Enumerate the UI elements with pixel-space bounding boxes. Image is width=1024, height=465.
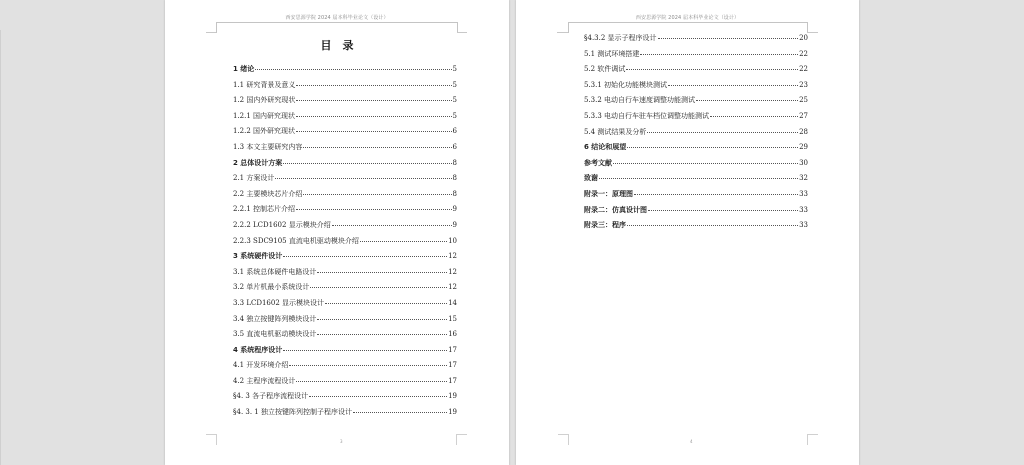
toc-entry-page: 19	[448, 392, 457, 401]
toc-leader-dots	[296, 93, 451, 101]
toc-leader-dots	[658, 31, 799, 39]
toc-entry[interactable]	[233, 281, 457, 297]
toc-entry[interactable]	[233, 250, 457, 266]
toc-entry-page: 29	[799, 143, 808, 152]
toc-entry-label: 2.2 主要模块芯片介绍	[233, 189, 303, 198]
toc-entry-label: 5.1 测试环境搭建	[584, 49, 640, 58]
margin-mark	[557, 32, 568, 33]
toc-entry[interactable]	[584, 110, 808, 126]
toc-entry-label: 1.2.1 国内研究现状	[233, 111, 296, 120]
toc-entry-label: §4.3.2 显示子程序设计	[584, 34, 657, 42]
toc-entry-page: 30	[799, 158, 808, 167]
toc-entry-label: 参考文献	[584, 158, 612, 167]
header-rule	[216, 22, 458, 33]
footer-corner-mark	[206, 434, 217, 445]
toc-entry-page: 32	[799, 174, 808, 183]
viewer-left-edge	[0, 30, 1, 465]
toc-entry[interactable]	[233, 297, 457, 313]
toc-leader-dots	[613, 156, 798, 164]
toc-entry-page: 33	[799, 221, 808, 230]
toc-entry-page: 17	[448, 361, 457, 370]
toc-entry-page: 33	[799, 205, 808, 214]
page-header-text: 西安思源学院 2024 届本科毕业论文（设计）	[285, 15, 389, 21]
toc-leader-dots	[332, 218, 452, 226]
toc-entry-page: 8	[452, 174, 457, 183]
toc-entry-label: 4 系统程序设计	[233, 345, 283, 354]
toc-entry-label: 致谢	[584, 174, 598, 183]
toc-entry-page: 5	[452, 96, 457, 105]
page-header-text: 西安思源学院 2024 届本科毕业论文（设计）	[635, 15, 740, 21]
toc-leader-dots	[296, 202, 451, 210]
toc-entry[interactable]	[233, 203, 457, 219]
toc-leader-dots	[325, 296, 447, 304]
toc-entry-label: 1.3 本文主要研究内容	[233, 142, 303, 151]
toc-entry-label: 1 绪论	[233, 65, 255, 73]
toc-entry-label: 5.4 测试结果及分析	[584, 127, 647, 136]
toc-entry[interactable]	[584, 188, 808, 204]
toc-entry-page: 12	[448, 283, 457, 292]
toc-leader-dots	[309, 389, 447, 397]
toc-entry-label: 5.2 软件调试	[584, 65, 626, 74]
toc-leader-dots	[296, 374, 447, 382]
toc-leader-dots	[634, 187, 798, 195]
toc-entry-page: 15	[448, 314, 457, 323]
toc-leader-dots	[710, 109, 798, 117]
document-page-4	[516, 0, 859, 465]
footer-corner-mark	[456, 434, 467, 445]
toc-list-left	[233, 63, 457, 422]
toc-entry-label: 3.5 直流电机驱动模块设计	[233, 330, 317, 339]
toc-entry-page: 22	[799, 65, 808, 74]
toc-entry-label: 3.3 LCD1602 显示模块设计	[233, 298, 325, 307]
toc-leader-dots	[283, 343, 447, 351]
toc-entry[interactable]	[233, 110, 457, 126]
toc-leader-dots	[360, 234, 447, 242]
toc-entry-label: 2 总体设计方案	[233, 158, 283, 167]
toc-leader-dots	[296, 109, 451, 117]
toc-entry-page: 28	[799, 127, 808, 136]
toc-entry[interactable]	[233, 157, 457, 173]
toc-leader-dots	[317, 265, 447, 273]
margin-mark	[457, 32, 467, 33]
toc-entry-page: 33	[799, 189, 808, 198]
toc-leader-dots	[296, 78, 451, 86]
toc-entry-label: 1.1 研究背景及意义	[233, 80, 296, 89]
toc-entry-page: 9	[452, 220, 457, 229]
toc-entry-label: 3.4 独立按键阵列模块设计	[233, 314, 317, 323]
toc-entry-label: 2.2.3 SDC9105 直流电机驱动模块介绍	[233, 236, 359, 245]
toc-entry[interactable]	[233, 125, 457, 141]
toc-entry[interactable]	[584, 32, 808, 48]
toc-leader-dots	[627, 218, 798, 226]
toc-leader-dots	[283, 156, 451, 164]
toc-leader-dots	[255, 62, 451, 70]
toc-entry[interactable]	[233, 266, 457, 282]
toc-entry-page: 20	[799, 34, 808, 42]
toc-leader-dots	[648, 203, 798, 211]
toc-entry-page: 14	[448, 298, 457, 307]
toc-entry-page: 10	[448, 236, 457, 245]
toc-entry-page: 9	[452, 205, 457, 214]
toc-entry-page: 22	[799, 49, 808, 58]
footer-corner-mark	[558, 434, 569, 445]
toc-entry-page: 8	[452, 158, 457, 167]
toc-entry-page: 5	[452, 80, 457, 89]
toc-entry-page: 25	[799, 96, 808, 105]
footer-corner-mark	[807, 434, 818, 445]
toc-entry-page: 5	[452, 65, 457, 73]
toc-entry[interactable]	[233, 328, 457, 344]
toc-leader-dots	[696, 93, 798, 101]
toc-entry[interactable]	[233, 313, 457, 329]
toc-entry[interactable]	[584, 141, 808, 157]
toc-entry-label: 2.1 方案设计	[233, 174, 275, 183]
toc-entry-page: 8	[452, 189, 457, 198]
toc-leader-dots	[647, 125, 798, 133]
toc-entry-page: 17	[448, 345, 457, 354]
toc-entry-page: 19	[448, 408, 457, 417]
toc-entry-label: 3.2 单片机最小系统设计	[233, 283, 310, 292]
toc-entry-label: 5.3.3 电动自行车驻车档位调整功能测试	[584, 111, 710, 120]
toc-entry[interactable]	[584, 204, 808, 220]
margin-mark	[807, 32, 818, 33]
toc-leader-dots	[668, 78, 798, 86]
toc-entry-label: 1.2.2 国外研究现状	[233, 127, 296, 136]
toc-entry-label: 附录一：原理图	[584, 189, 633, 198]
toc-entry[interactable]	[233, 94, 457, 110]
toc-leader-dots	[303, 140, 451, 148]
toc-entry[interactable]	[584, 94, 808, 110]
toc-entry[interactable]	[233, 79, 457, 95]
toc-title: 目 录	[320, 39, 354, 52]
toc-entry-label: 4.1 开发环境介绍	[233, 361, 289, 370]
document-page-3	[165, 0, 509, 465]
toc-entry[interactable]	[584, 157, 808, 173]
toc-entry[interactable]	[233, 235, 457, 251]
margin-mark	[206, 32, 216, 33]
toc-leader-dots	[626, 62, 798, 70]
toc-entry[interactable]	[584, 63, 808, 79]
toc-entry-label: §4. 3. 1 独立按键阵列控制子程序设计	[233, 408, 352, 417]
toc-entry-label: 4.2 主程序流程设计	[233, 376, 296, 385]
toc-leader-dots	[353, 405, 447, 413]
toc-entry-page: 5	[452, 111, 457, 120]
toc-entry[interactable]	[233, 188, 457, 204]
toc-entry[interactable]	[233, 390, 457, 406]
toc-entry[interactable]	[233, 344, 457, 360]
toc-leader-dots	[303, 187, 451, 195]
toc-leader-dots	[296, 124, 451, 132]
toc-leader-dots	[599, 171, 798, 179]
toc-leader-dots	[289, 358, 447, 366]
page-number: 3	[340, 439, 343, 444]
toc-entry-page: 17	[448, 376, 457, 385]
toc-entry-label: 2.2.2 LCD1602 显示模块介绍	[233, 220, 331, 229]
toc-leader-dots	[283, 249, 447, 257]
toc-entry-page: 12	[448, 252, 457, 261]
toc-entry[interactable]	[584, 126, 808, 142]
toc-entry[interactable]	[233, 375, 457, 391]
toc-entry-label: 5.3.2 电动自行车速度调整功能测试	[584, 96, 696, 105]
toc-entry[interactable]	[233, 141, 457, 157]
toc-entry[interactable]	[233, 63, 457, 79]
toc-entry-page: 16	[448, 330, 457, 339]
toc-entry[interactable]	[584, 219, 808, 235]
toc-leader-dots	[317, 312, 447, 320]
toc-entry-page: 6	[452, 127, 457, 136]
toc-leader-dots	[275, 171, 451, 179]
toc-entry-label: 3 系统硬件设计	[233, 252, 283, 261]
toc-leader-dots	[627, 140, 798, 148]
toc-entry[interactable]	[233, 359, 457, 375]
toc-entry-page: 6	[452, 142, 457, 151]
toc-entry-label: 附录三：程序	[584, 221, 626, 230]
toc-list-right	[584, 32, 808, 235]
toc-entry-label: 1.2 国内外研究现状	[233, 96, 296, 105]
toc-leader-dots	[317, 327, 447, 335]
page-number: 4	[690, 439, 693, 444]
toc-leader-dots	[640, 47, 798, 55]
toc-entry[interactable]	[584, 48, 808, 64]
toc-entry-label: 6 结论和展望	[584, 143, 627, 152]
toc-entry-page: 27	[799, 111, 808, 120]
toc-entry[interactable]	[584, 172, 808, 188]
toc-entry-page: 23	[799, 80, 808, 89]
toc-entry-label: 附录二：仿真设计图	[584, 205, 647, 214]
toc-entry-page: 12	[448, 267, 457, 276]
toc-entry[interactable]	[584, 79, 808, 95]
toc-entry[interactable]	[233, 406, 457, 422]
toc-entry-label: 5.3.1 初始化功能模块测试	[584, 80, 668, 89]
toc-entry-label: 2.2.1 控制芯片介绍	[233, 205, 296, 214]
toc-leader-dots	[310, 280, 447, 288]
toc-entry[interactable]	[233, 219, 457, 235]
toc-entry-label: §4. 3 各子程序流程设计	[233, 392, 309, 401]
toc-entry[interactable]	[233, 172, 457, 188]
toc-entry-label: 3.1 系统总体硬件电路设计	[233, 267, 317, 276]
